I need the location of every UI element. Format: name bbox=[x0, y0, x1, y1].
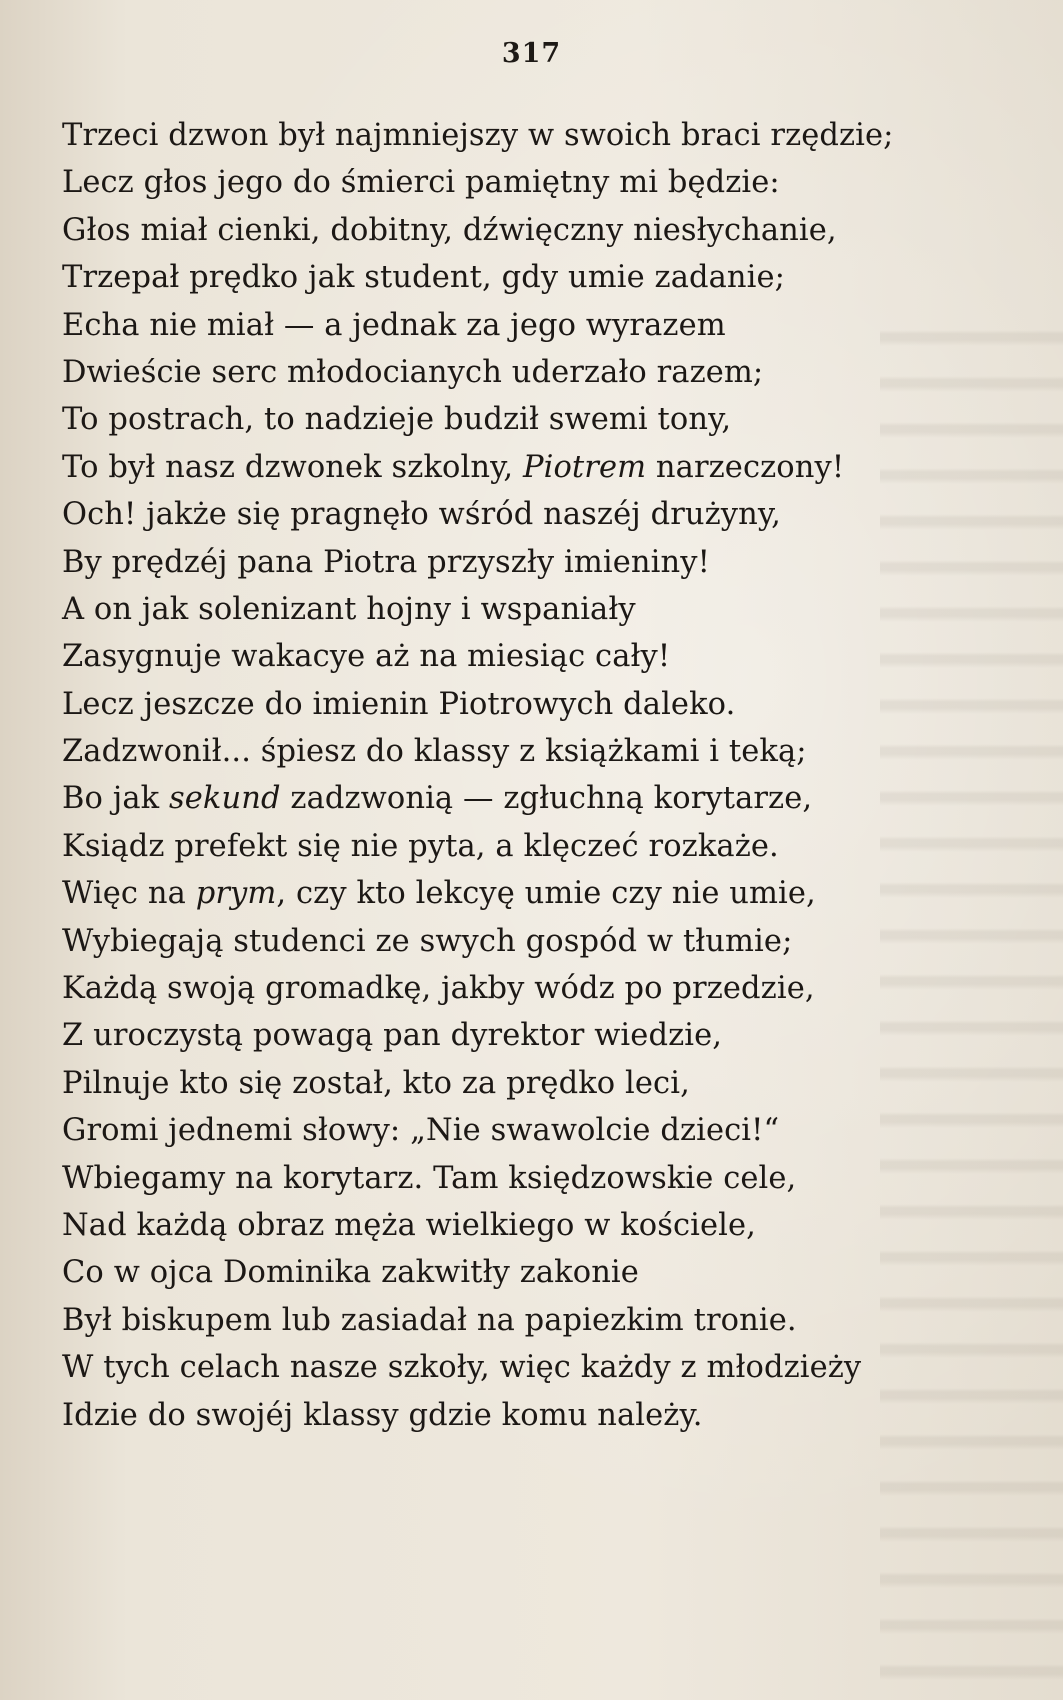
poem-line-text: Bo jak bbox=[62, 781, 169, 817]
poem-line: Gromi jednemi słowy: „Nie swawolcie dzieci!“ bbox=[62, 1113, 780, 1149]
poem-line bbox=[62, 444, 982, 491]
poem-line: To postrach, to nadzieje budził swemi tony, bbox=[62, 402, 732, 438]
poem-line: Zasygnuje wakacye aż na miesiąc cały! bbox=[62, 639, 671, 675]
poem-line: Ksiądz prefekt się nie pyta, a klęczeć rozkaże. bbox=[62, 828, 779, 864]
poem-text bbox=[62, 112, 982, 1439]
poem-line-text: , czy kto lekcyę umie czy nie umie, bbox=[276, 876, 816, 912]
poem-line-text: narzeczony! bbox=[646, 449, 845, 485]
poem-line: Trzeci dzwon był najmniejszy w swoich braci rzędzie; bbox=[62, 118, 894, 153]
poem-line: Trzepał prędko jak student, gdy umie zadanie; bbox=[62, 260, 786, 296]
poem-line: Idzie do swojéj klassy gdzie komu należy. bbox=[62, 1397, 703, 1433]
poem-line: Dwieście serc młodocianych uderzało razem; bbox=[62, 354, 764, 390]
poem-line: Och! jakże się pragnęło wśród naszéj drużyny, bbox=[62, 497, 781, 533]
poem-line: Zadzwonił... śpiesz do klassy z książkami i teką; bbox=[62, 734, 807, 770]
poem-line: Lecz jeszcze do imienin Piotrowych daleko. bbox=[62, 686, 736, 722]
poem-line: Każdą swoją gromadkę, jakby wódz po przedzie, bbox=[62, 971, 815, 1007]
poem-line-text: Więc na bbox=[62, 876, 196, 912]
poem-line: Lecz głos jego do śmierci pamiętny mi będzie: bbox=[62, 165, 780, 201]
poem-line: Echa nie miał — a jednak za jego wyrazem bbox=[62, 307, 726, 343]
poem-line: Co w ojca Dominika zakwitły zakonie bbox=[62, 1255, 639, 1291]
poem-line: Z uroczystą powagą pan dyrektor wiedzie, bbox=[62, 1018, 723, 1054]
poem-line-text: zadzwonią — zgłuchną korytarze, bbox=[280, 781, 813, 817]
poem-line: Wbiegamy na korytarz. Tam księdzowskie cele, bbox=[62, 1160, 797, 1196]
poem-line: Pilnuje kto się został, kto za prędko leci, bbox=[62, 1065, 690, 1101]
poem-line: W tych celach nasze szkoły, więc każdy z młodzieży bbox=[62, 1350, 862, 1386]
poem-line: Głos miał cienki, dobitny, dźwięczny niesłychanie, bbox=[62, 212, 837, 248]
italic-word: prym bbox=[195, 876, 277, 912]
poem-line bbox=[62, 775, 982, 822]
poem-line bbox=[62, 870, 982, 917]
poem-line: Wybiegają studenci ze swych gospód w tłumie; bbox=[62, 923, 793, 959]
poem-line-text: To był nasz dzwonek szkolny, bbox=[62, 449, 523, 485]
poem-line: Był biskupem lub zasiadał na papiezkim tronie. bbox=[62, 1302, 797, 1338]
italic-word: Piotrem bbox=[522, 449, 647, 485]
poem-line: Nad każdą obraz męża wielkiego w kościele, bbox=[62, 1207, 756, 1243]
poem-line: A on jak solenizant hojny i wspaniały bbox=[62, 591, 636, 627]
italic-word: sekund bbox=[169, 781, 281, 817]
page-number: 317 bbox=[501, 38, 562, 69]
poem-line: By prędzéj pana Piotra przyszły imieniny! bbox=[62, 544, 710, 580]
